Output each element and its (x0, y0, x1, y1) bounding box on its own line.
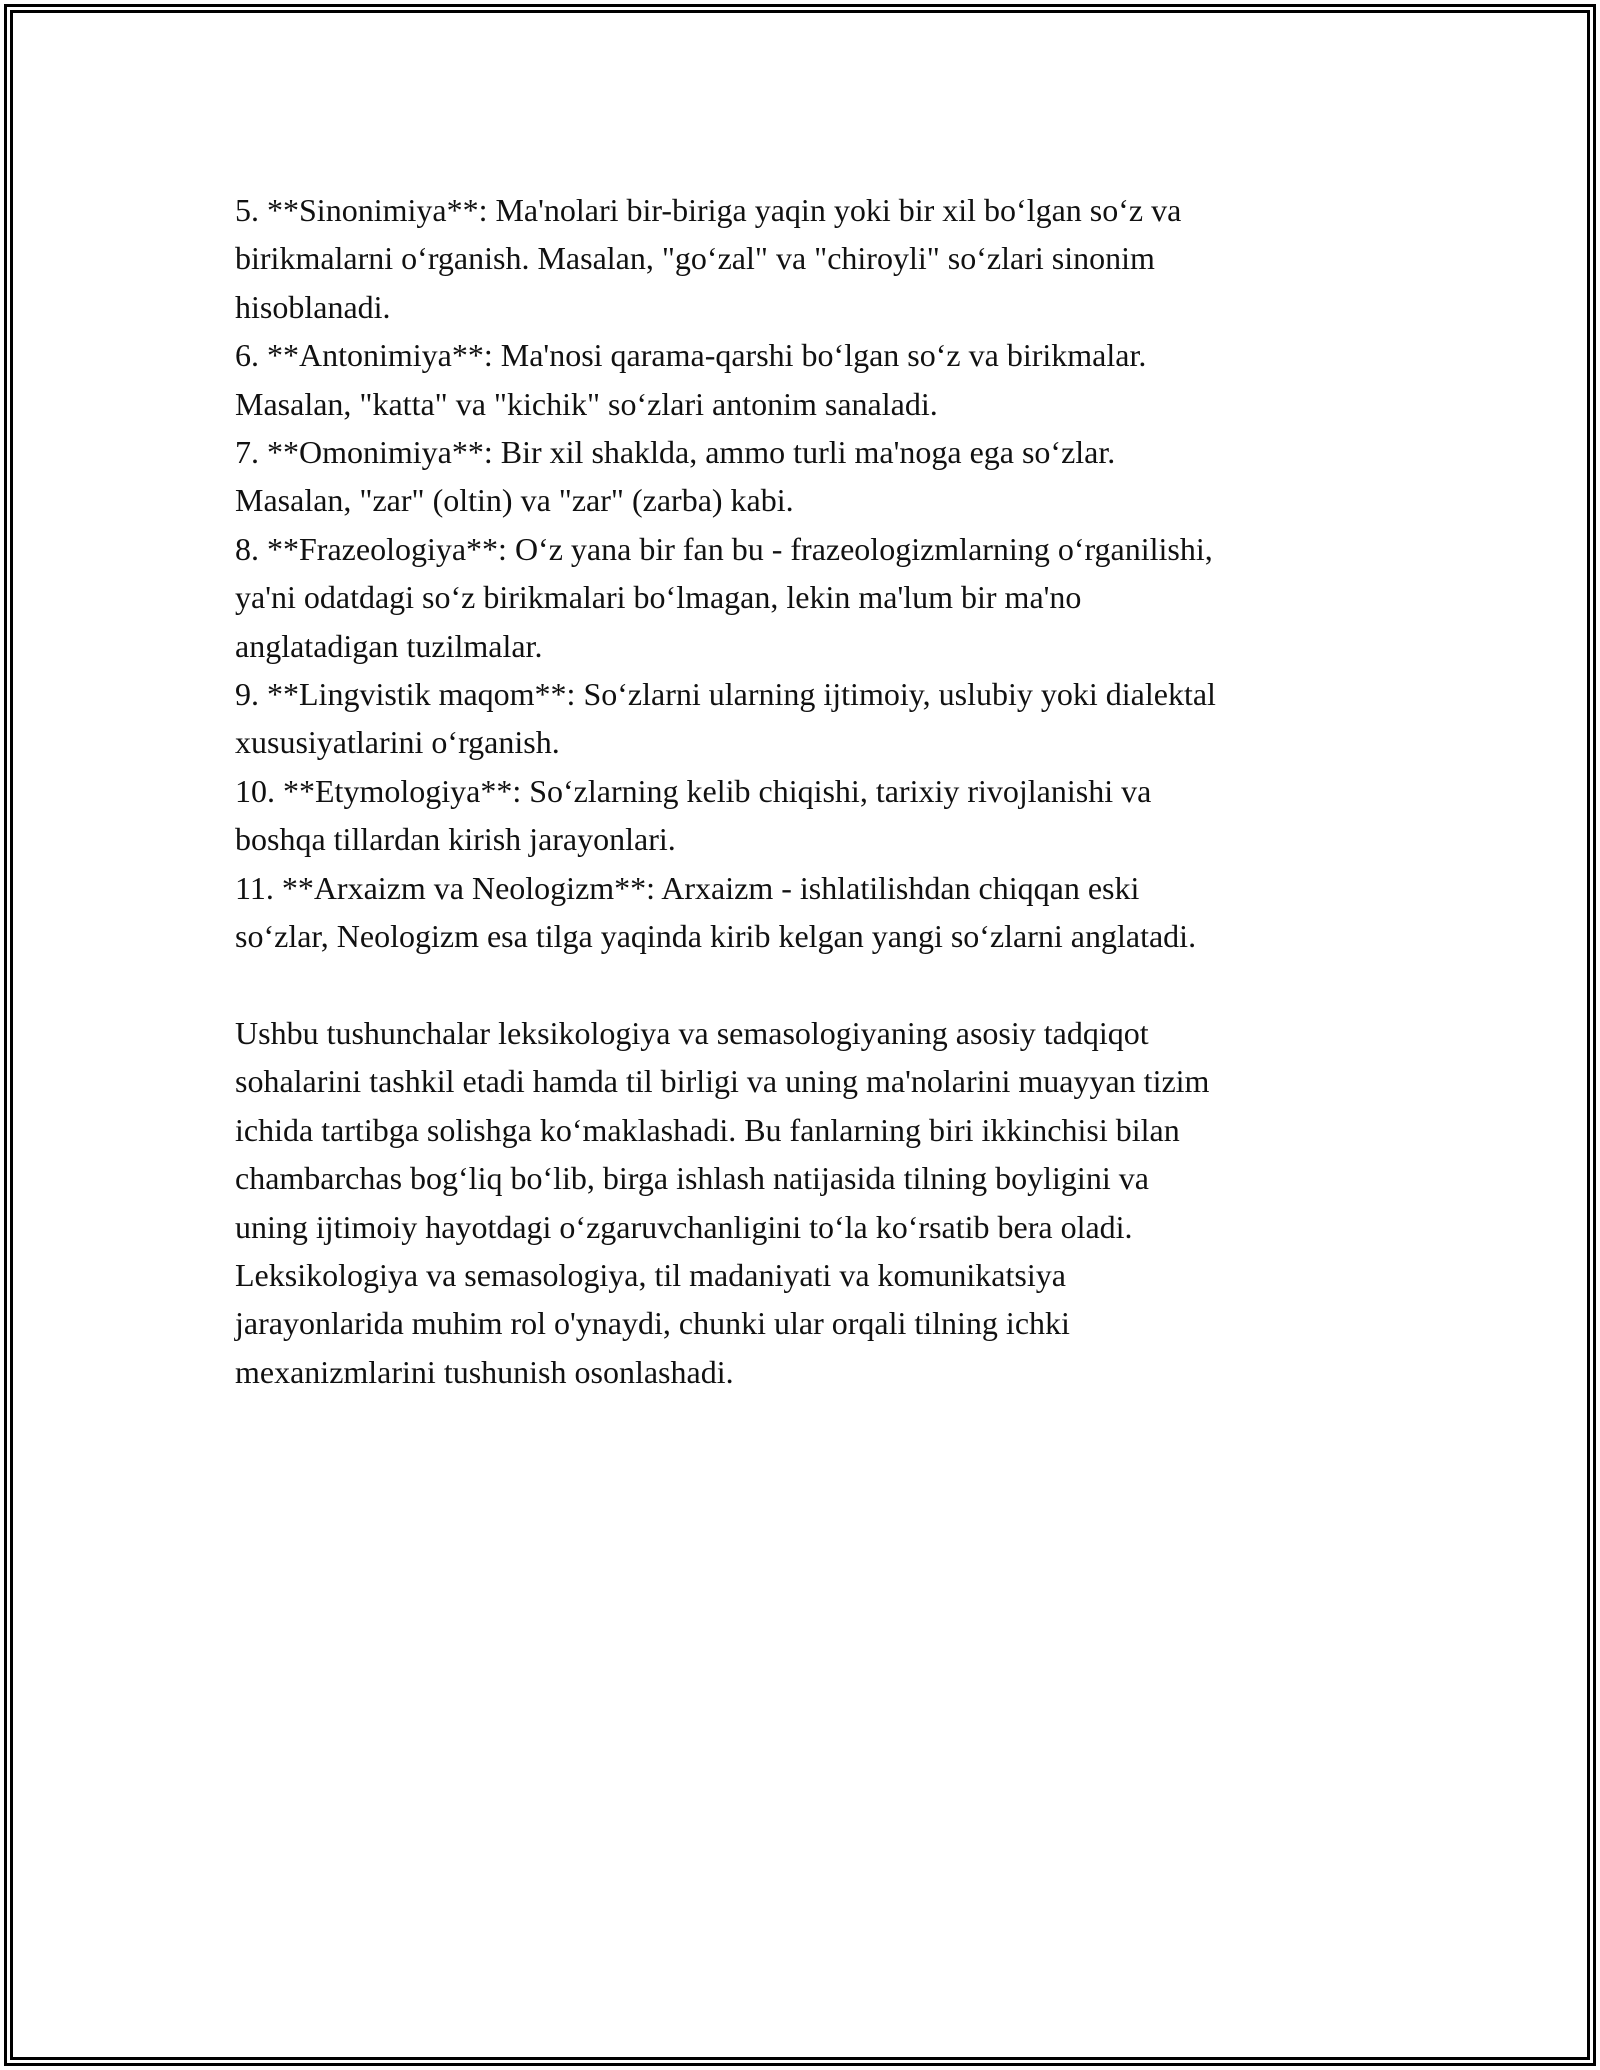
text-line: anglatadigan tuzilmalar. (235, 627, 543, 664)
text-line: hisoblanadi. (235, 288, 391, 325)
summary-paragraph (235, 1009, 1375, 1396)
text-line: Ushbu tushunchalar leksikologiya va semasologiyaning asosiy tadqiqot (235, 1014, 1149, 1051)
text-line: xususiyatlarini o‘rganish. (235, 724, 560, 761)
text-line: Leksikologiya va semasologiya, til madaniyati va komunikatsiya (235, 1256, 1066, 1293)
text-line: boshqa tillardan kirish jarayonlari. (235, 821, 676, 858)
text-line: so‘zlar, Neologizm esa tilga yaqinda kirib kelgan yangi so‘zlarni anglatadi. (235, 918, 1197, 955)
text-line: uning ijtimoiy hayotdagi o‘zgaruvchanligini to‘la ko‘rsatib bera oladi. (235, 1208, 1133, 1245)
text-line: 8. **Frazeologiya**: O‘z yana bir fan bu - frazeologizmlarning o‘rganilishi, (235, 530, 1213, 567)
text-line: sohalarini tashkil etadi hamda til birligi va uning ma'nolarini muayyan tizim (235, 1063, 1210, 1100)
text-line: Masalan, "katta" va "kichik" so‘zlari antonim sanaladi. (235, 385, 938, 422)
text-line: 10. **Etymologiya**: So‘zlarning kelib chiqishi, tarixiy rivojlanishi va (235, 772, 1152, 809)
text-line: mexanizmlarini tushunish osonlashadi. (235, 1353, 734, 1390)
term-list (235, 186, 1375, 961)
text-line: ichida tartibga solishga ko‘maklashadi. Bu fanlarning biri ikkinchisi bilan (235, 1111, 1180, 1148)
text-line: chambarchas bog‘liq bo‘lib, birga ishlash natijasida tilning boyligini va (235, 1160, 1149, 1197)
text-line: ya'ni odatdagi so‘z birikmalari bo‘lmagan, lekin ma'lum bir ma'no (235, 579, 1082, 616)
paragraph-spacer (235, 961, 1375, 1009)
text-line: 9. **Lingvistik maqom**: So‘zlarni ularning ijtimoiy, uslubiy yoki dialektal (235, 676, 1216, 713)
text-line: 7. **Omonimiya**: Bir xil shaklda, ammo turli ma'noga ega so‘zlar. (235, 434, 1116, 471)
text-line: 5. **Sinonimiya**: Ma'nolari bir-biriga yaqin yoki bir xil bo‘lgan so‘z va (235, 192, 1182, 228)
text-line: birikmalarni o‘rganish. Masalan, "go‘zal" va "chiroyli" so‘zlari sinonim (235, 240, 1155, 277)
text-line: 11. **Arxaizm va Neologizm**: Arxaizm - ishlatilishdan chiqqan eski (235, 869, 1140, 906)
text-line: jarayonlarida muhim rol o'ynaydi, chunki ular orqali tilning ichki (235, 1305, 1070, 1342)
text-line: Masalan, "zar" (oltin) va "zar" (zarba) kabi. (235, 482, 794, 519)
document-body (235, 186, 1375, 1396)
text-line: 6. **Antonimiya**: Ma'nosi qarama-qarshi bo‘lgan so‘z va birikmalar. (235, 337, 1147, 374)
